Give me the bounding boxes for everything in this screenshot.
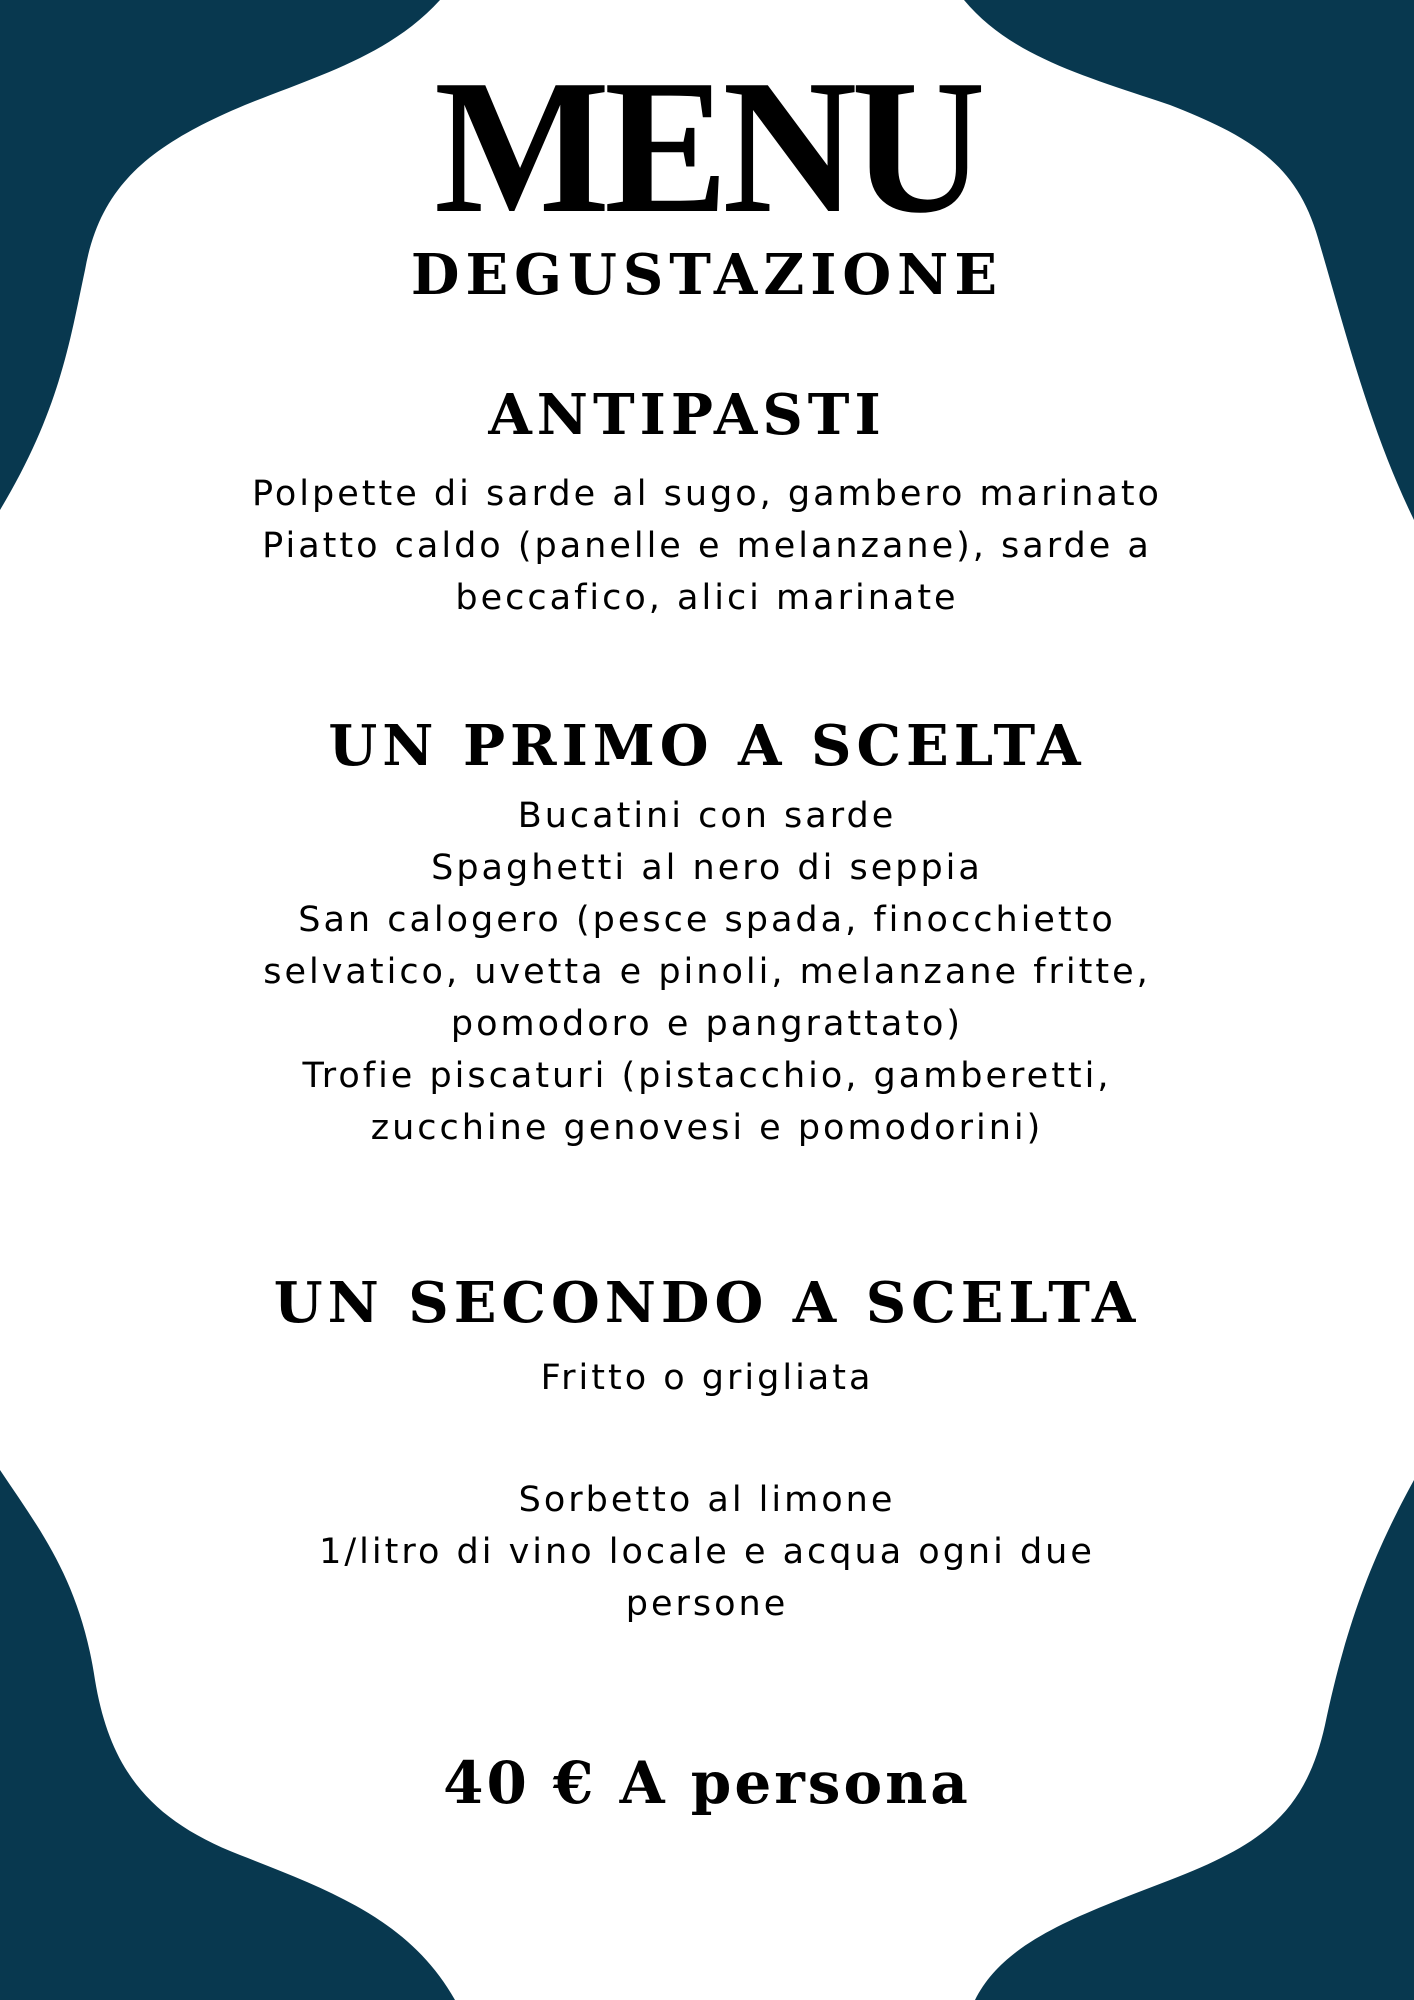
primo-line: Trofie piscaturi (pistacchio, gamberetti, [302, 1056, 1112, 1096]
section-heading-secondo: UN SECONDO A SCELTA [273, 1270, 1141, 1336]
primo-line: Spaghetti al nero di seppia [431, 848, 983, 888]
secondo-line: Fritto o grigliata [540, 1358, 874, 1398]
section-heading-primo: UN PRIMO A SCELTA [328, 713, 1086, 779]
extras-line: Sorbetto al limone [518, 1480, 896, 1520]
primo-line: Bucatini con sarde [517, 796, 897, 836]
antipasti-line: beccafico, alici marinate [455, 578, 959, 618]
price-per-person: 40 € A persona [443, 1749, 971, 1817]
primo-line: San calogero (pesce spada, finocchietto [298, 900, 1116, 940]
primo-line: zucchine genovesi e pomodorini) [370, 1108, 1044, 1148]
primo-line: pomodoro e pangrattato) [450, 1004, 964, 1044]
antipasti-line: Piatto caldo (panelle e melanzane), sarde a [262, 526, 1152, 566]
antipasti-line: Polpette di sarde al sugo, gambero marinato [252, 474, 1162, 514]
primo-line: selvatico, uvetta e pinoli, melanzane fritte, [263, 952, 1151, 992]
extras-line: 1/litro di vino locale e acqua ogni due [319, 1532, 1095, 1572]
menu-title: MENU [434, 40, 980, 253]
section-heading-antipasti: ANTIPASTI [488, 382, 886, 448]
extras-line: persone [625, 1584, 789, 1624]
menu-subtitle: DEGUSTAZIONE [410, 242, 1004, 308]
